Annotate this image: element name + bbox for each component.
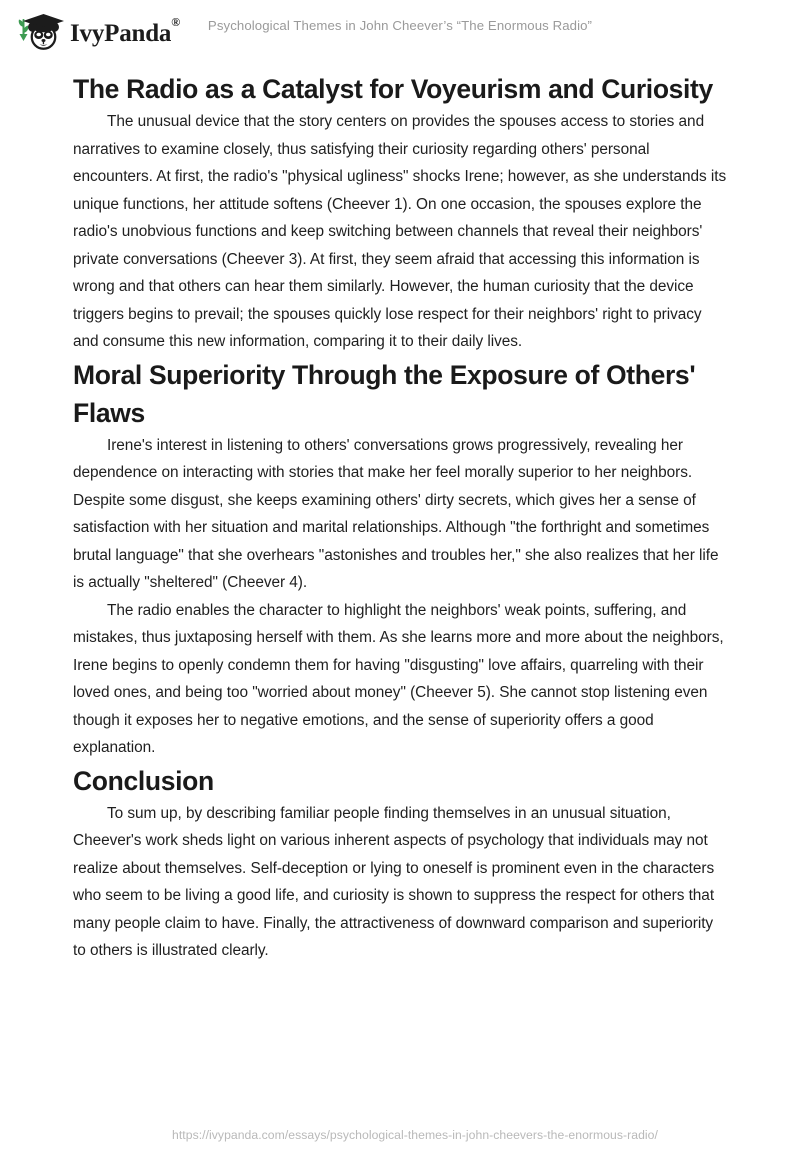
paragraph: To sum up, by describing familiar people finding themselves in an unusual situation, Cheever's work sheds light on various inherent aspects of psychology that individuals may not realize about themselves. Self-deception or lying to oneself is prominent even in the characters who seem to be living a good life, and curiosity is shown to suppress the respect for others that many people claim to have. Finally, the attractiveness of downward comparison and superiority to others is illustrated clearly. [73, 804, 715, 959]
source-url-link[interactable]: https://ivypanda.com/essays/psychological-themes-in-john-cheevers-the-enormous-radio/ [172, 1128, 658, 1142]
paragraph: Irene's interest in listening to others' conversations grows progressively, revealing her dependence on interacting with stories that make her feel morally superior to her neighbors. Despite some disgust, she keeps examining others' dirty secrets, which gives her a sense of satisfaction with her situation and marital relationships. Although "the forthright and sometimes brutal language" that she overhears "astonishes and troubles her," she also realizes that her life is actually "sheltered" (Cheever 4). [73, 436, 719, 591]
running-head-document-title: Psychological Themes in John Cheever’s “The Enormous Radio” [207, 18, 593, 33]
paragraph: The radio enables the character to highlight the neighbors' weak points, suffering, and mistakes, thus juxtaposing herself with them. As she learns more and more about the neighbors, Irene begins to openly condemn them for having "disgusting" love affairs, quarreling with their loved ones, and being too "worried about money" (Cheever 5). She cannot stop listening even though it exposes her to negative emotions, and the sense of superiority offers a good explanation. [73, 601, 724, 756]
registered-trademark-icon: ® [171, 15, 180, 30]
section-heading-conclusion: Conclusion [73, 765, 214, 796]
brand-name: IvyPanda® [70, 15, 180, 47]
section-heading-voyeurism: The Radio as a Catalyst for Voyeurism and Curiosity [73, 74, 713, 104]
paragraph: The unusual device that the story centers on provides the spouses access to stories and narratives to examine closely, thus satisfying their curiosity regarding others' personal encounters. At first, the radio's "physical ugliness" shocks Irene; however, as she understands its unique functions, her attitude softens (Cheever 1). On one occasion, the spouses explore the radio's unobvious functions and keep switching between channels that reveal their neighbors' private conversations (Cheever 3). At first, they seem afraid that accessing this information is wrong and that others can hear them similarly. However, the human curiosity that the device triggers begins to prevail; the spouses quickly lose respect for their neighbors' right to privacy and consume this new information, comparing it to their daily lives. [73, 113, 727, 350]
page-footer [0, 1126, 800, 1144]
page-header [0, 0, 800, 62]
section-heading-moral-superiority: Moral Superiority Through the Exposure of Others' Flaws [73, 359, 696, 428]
document-body [73, 70, 728, 965]
